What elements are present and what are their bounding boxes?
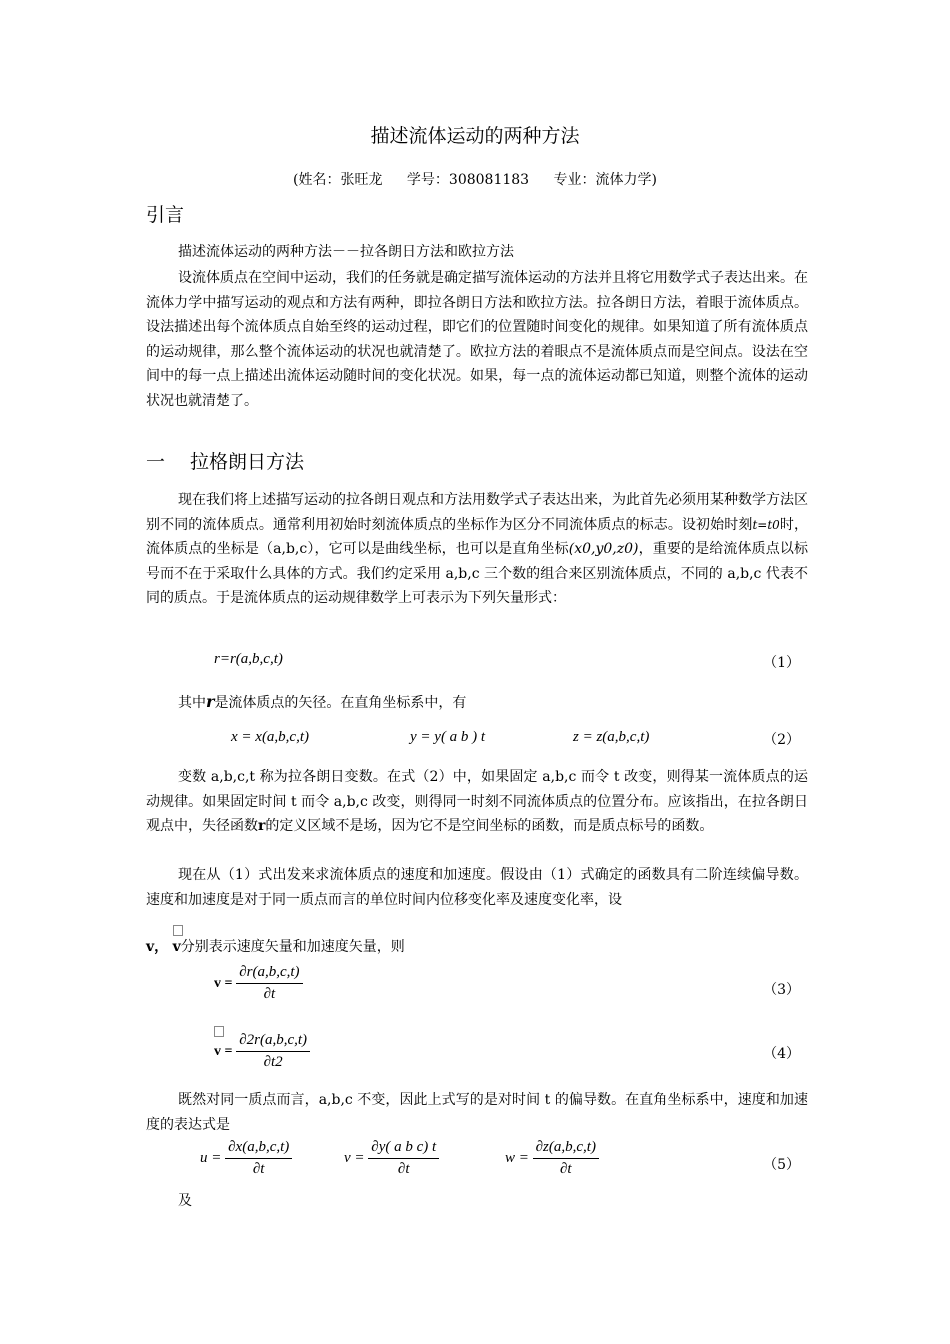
p3-text-b: 的定义区域不是场，因为它不是空间坐标的函数，而是质点标号的函数。: [265, 818, 714, 835]
equation-5-w: [505, 1139, 599, 1178]
equation-5-u: [200, 1139, 292, 1178]
lagrange-paragraph-6: 既然对同一质点而言，a,b,c 不变，因此上式写的是对时间 t 的偏导数。在直角坐标系中，速度和加速度的表达式是: [146, 1092, 808, 1133]
equation-3-number: （3）: [763, 982, 800, 998]
equation-4-lhs: v =: [214, 1044, 233, 1059]
initial-coordinates: (x0,y0,z0): [568, 541, 639, 558]
equation-3-fraction: [236, 964, 302, 1003]
lagrange-paragraph-4: 现在从（1）式出发来求流体质点的速度和加速度。假设由（1）式确定的函数具有二阶连续偏导数。速度和加速度是对于同一质点而言的单位时间内位移变化率及速度变化率，设: [146, 867, 808, 908]
equation-4-numerator: ∂2r(a,b,c,t): [236, 1032, 310, 1052]
lagrange-paragraph-1: [146, 488, 808, 611]
velocity-symbol: v，: [146, 939, 169, 955]
equation-2-x: x = x(a,b,c,t): [231, 729, 310, 745]
equation-2-number: （2）: [763, 732, 800, 748]
equation-5-v-fraction: [368, 1139, 439, 1178]
intro-paragraph: 设流体质点在空间中运动，我们的任务就是确定描写流体运动的方法并且将它用数学式子表达出来。在流体力学中描写运动的观点和方法有两种，即拉各朗日方法和欧拉方法。拉各朗日方法，着眼于流体质点。设法描述出每个流体质点自始至终的运动过程，即它们的位置随时间变化的规律。如果知道了所有流体质点的运动规律，那么整个流体运动的状况也就清楚了。欧拉方法的着眼点不是流体质点而是空间点。设法在空间中的每一点上描述出流体运动随时间的变化状况。如果，每一点的流体运动都已知道，则整个流体的运动状况也就清楚了。: [146, 270, 808, 409]
lagrange-paragraph-5: [146, 936, 405, 956]
equation-5-w-lhs: w =: [505, 1149, 529, 1166]
p5-text: 分别表示速度矢量和加速度矢量，则: [180, 939, 405, 955]
equation-1-number: （1）: [763, 655, 800, 671]
intro-lead: 描述流体运动的两种方法－－拉各朗日方法和欧拉方法: [178, 244, 514, 260]
author-line: [0, 169, 950, 189]
p1-text-a: 现在我们将上述描写运动的拉各朗日观点和方法用数学式子表达出来，为此首先必须用某种数学方法区别不同的流体质点。通常利用初始时刻流体质点的坐标作为区分不同流体质点的标志。设初始时刻: [146, 492, 808, 533]
trailing-text: 及: [178, 1193, 192, 1209]
equation-5-w-fraction: [533, 1139, 599, 1178]
equation-5-v: [344, 1139, 439, 1178]
p2-text-b: 是流体质点的矢径。在直角坐标系中，有: [214, 695, 467, 711]
equation-3: [214, 964, 303, 1003]
radius-vector-symbol: r: [206, 692, 215, 711]
equation-3-numerator: ∂r(a,b,c,t): [236, 964, 302, 984]
equation-2-z: z = z(a,b,c,t): [573, 729, 650, 745]
section-number: 一: [146, 451, 166, 473]
equation-5-u-lhs: u =: [200, 1149, 222, 1166]
author-major: 专业：流体力学): [553, 172, 657, 188]
p1-text-b: 时，流体质点的坐标是（a,b,c），它可以是曲线坐标，也可以是直角坐标: [146, 516, 809, 558]
author-name: (姓名：张旺龙: [292, 172, 383, 188]
initial-time: t=t0: [752, 517, 780, 532]
equation-5-v-denominator: ∂t: [397, 1161, 410, 1177]
equation-5-w-denominator: ∂t: [560, 1161, 572, 1177]
dot-placeholder-icon: [214, 1026, 224, 1037]
p3-text-a: 变数 a,b,c,t 称为拉各朗日变数。在式（2）中，如果固定 a,b,c 而令 t 改变，则得某一流体质点的运动规律。如果固定时间 t 而令 a,b,c 改变，则得同一时刻不同流体质点的位置分布。应该指出，在拉各朗日观点中，失径函数: [146, 769, 808, 835]
equation-2-y: y = y( a b ) t: [410, 729, 486, 745]
equation-5-u-denominator: ∂t: [252, 1161, 265, 1177]
lagrange-paragraph-3: [146, 765, 808, 839]
equation-4-fraction: [236, 1032, 310, 1071]
equation-5-u-fraction: [225, 1139, 292, 1178]
equation-1: r=r(a,b,c,t): [214, 651, 283, 667]
p1-text-c: ，重要的是给流体质点以标号而不在于采取什么具体的方式。我们约定采用 a,b,c 三个数的组合来区别流体质点，不同的 a,b,c 代表不同的质点。于是流体质点的运动规律数学上可表示为下列矢量形式：: [146, 541, 808, 607]
student-id: 学号：308081183: [406, 172, 530, 188]
p2-text-a: 其中: [178, 695, 206, 711]
equation-5-v-numerator: ∂y( a b c) t: [368, 1139, 439, 1159]
equation-3-lhs: v =: [214, 975, 233, 991]
section-title: 拉格朗日方法: [190, 451, 305, 473]
equation-5-v-lhs: v =: [344, 1149, 365, 1166]
equation-5-u-numerator: ∂x(a,b,c,t): [225, 1139, 292, 1159]
dot-placeholder-icon: [173, 925, 183, 936]
equation-4-denominator: ∂t2: [263, 1054, 283, 1071]
equation-3-denominator: ∂t: [263, 986, 276, 1002]
equation-4-number: （4）: [763, 1046, 800, 1062]
lagrange-paragraph-2: [178, 692, 466, 712]
section-heading-lagrange: [146, 447, 304, 474]
equation-5-number: （5）: [763, 1157, 800, 1173]
equation-4: [214, 1030, 310, 1071]
equation-5-w-numerator: ∂z(a,b,c,t): [533, 1139, 599, 1159]
section-heading-intro: 引言: [146, 204, 185, 226]
radius-vector-function: r: [258, 818, 266, 835]
acceleration-symbol: v: [172, 939, 181, 955]
document-title: 描述流体运动的两种方法: [370, 125, 580, 147]
